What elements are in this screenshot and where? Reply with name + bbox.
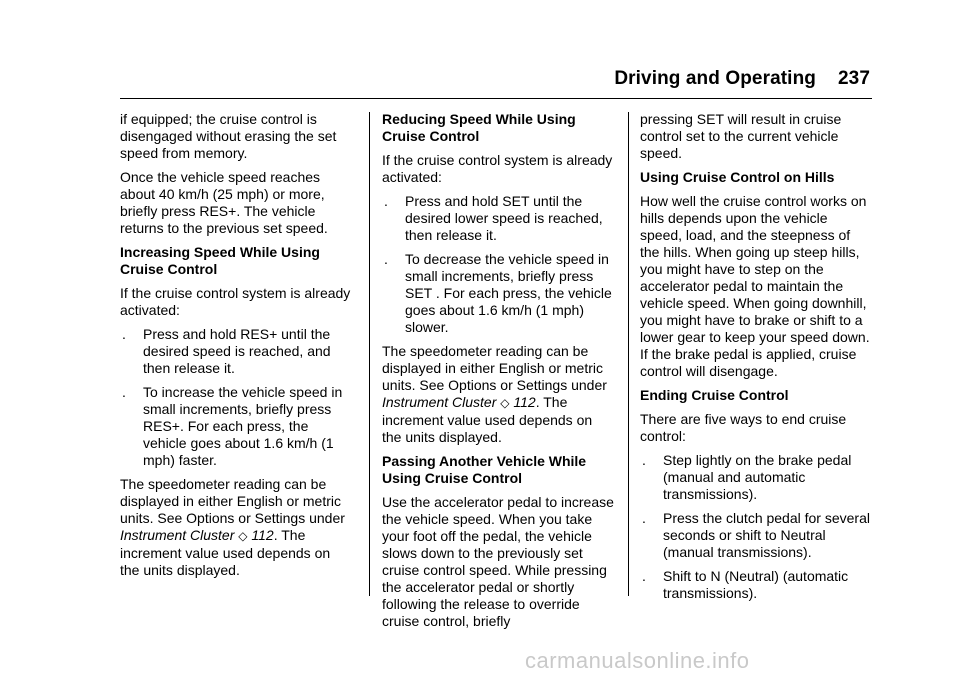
paragraph: pressing SET will result in cruise control set to the current vehicle speed. (640, 111, 842, 161)
page-header (614, 68, 870, 90)
text-run: . The increment value used depends on the units displayed. (120, 527, 331, 578)
bullet-marker: . (642, 568, 646, 584)
bullet-marker: . (384, 251, 388, 267)
section-heading: Increasing Speed While Using Cruise Control (120, 244, 320, 277)
list-item (120, 384, 352, 469)
cross-reference-page[interactable]: 112 (513, 394, 536, 410)
column-1 (120, 111, 352, 586)
page-ref-arrow-icon: ◇ (500, 396, 510, 410)
bullet-marker: . (384, 193, 388, 209)
column-2 (382, 111, 614, 637)
bullet-marker: . (122, 384, 126, 400)
paragraph (382, 343, 614, 446)
paragraph: if equipped; the cruise control is disengaged without erasing the set speed from memory. (120, 111, 337, 161)
text-run: . The increment value used depends on the units displayed. (382, 394, 593, 445)
paragraph: How well the cruise control works on hills depends upon the vehicle speed, load, and the steepness of the hills. When going up steep hills, you might have to step on the accelerator pedal to maintain the vehicle speed. When going downhill, you might have to brake or shift to a lower gear to keep your speed down. If the brake pedal is applied, cruise control will disengage. (640, 193, 870, 379)
cross-reference-page[interactable]: 112 (251, 527, 274, 543)
bullet-marker: . (122, 326, 126, 342)
page-number: 237 (837, 68, 870, 89)
list-item-text: Press and hold RES+ until the desired speed is reached, and then release it. (143, 326, 331, 376)
list-item (382, 251, 614, 336)
column-divider-2 (628, 112, 629, 596)
paragraph: If the cruise control system is already activated: (120, 285, 351, 318)
list-item-text: Press and hold SET until the desired lower speed is reached, then release it. (405, 193, 603, 243)
bullet-marker: . (642, 452, 646, 468)
site-watermark: carmanualsonline.info (525, 648, 750, 673)
list-item-text: Step lightly on the brake pedal (manual and automatic transmissions). (663, 452, 852, 502)
header-rule (120, 98, 872, 99)
cross-reference-link[interactable]: Instrument Cluster (382, 394, 497, 410)
paragraph: There are five ways to end cruise control: (640, 411, 847, 444)
list-item-text: Press the clutch pedal for several seconds or shift to Neutral (manual transmissions). (663, 510, 870, 560)
section-title: Driving and Operating (614, 68, 816, 89)
column-3 (640, 111, 872, 609)
bullet-marker: . (642, 510, 646, 526)
list-item (640, 510, 872, 561)
section-heading: Reducing Speed While Using Cruise Control (382, 111, 576, 144)
paragraph: Once the vehicle speed reaches about 40 km/h (25 mph) or more, briefly press RES+. The vehicle returns to the previous set speed. (120, 169, 328, 236)
paragraph (120, 476, 352, 579)
section-heading: Using Cruise Control on Hills (640, 169, 835, 185)
list-item (382, 193, 614, 244)
page-ref-arrow-icon: ◇ (238, 529, 248, 543)
list-item-text: Shift to N (Neutral) (automatic transmissions). (663, 568, 849, 601)
list-item (640, 452, 872, 503)
section-heading: Ending Cruise Control (640, 387, 789, 403)
column-divider-1 (369, 112, 370, 596)
list-item-text: To increase the vehicle speed in small increments, briefly press RES+. For each press, the vehicle goes about 1.6 km/h (1 mph) faster. (143, 384, 343, 468)
text-run: The speedometer reading can be displayed in either English or metric units. See Options or Settings under (382, 343, 607, 393)
section-heading: Passing Another Vehicle While Using Cruise Control (382, 453, 587, 486)
list-item-text: To decrease the vehicle speed in small increments, briefly press SET . For each press, the vehicle goes about 1.6 km/h (1 mph) slower. (405, 251, 612, 335)
text-run: The speedometer reading can be displayed in either English or metric units. See Options or Settings under (120, 476, 345, 526)
paragraph: Use the accelerator pedal to increase the vehicle speed. When you take your foot off the pedal, the vehicle slows down to the previously set cruise control speed. While pressing the accelerator pedal or shortly following the release to override cruise control, briefly (382, 494, 614, 629)
list-item (640, 568, 872, 602)
cross-reference-link[interactable]: Instrument Cluster (120, 527, 235, 543)
paragraph: If the cruise control system is already activated: (382, 152, 613, 185)
list-item (120, 326, 352, 377)
